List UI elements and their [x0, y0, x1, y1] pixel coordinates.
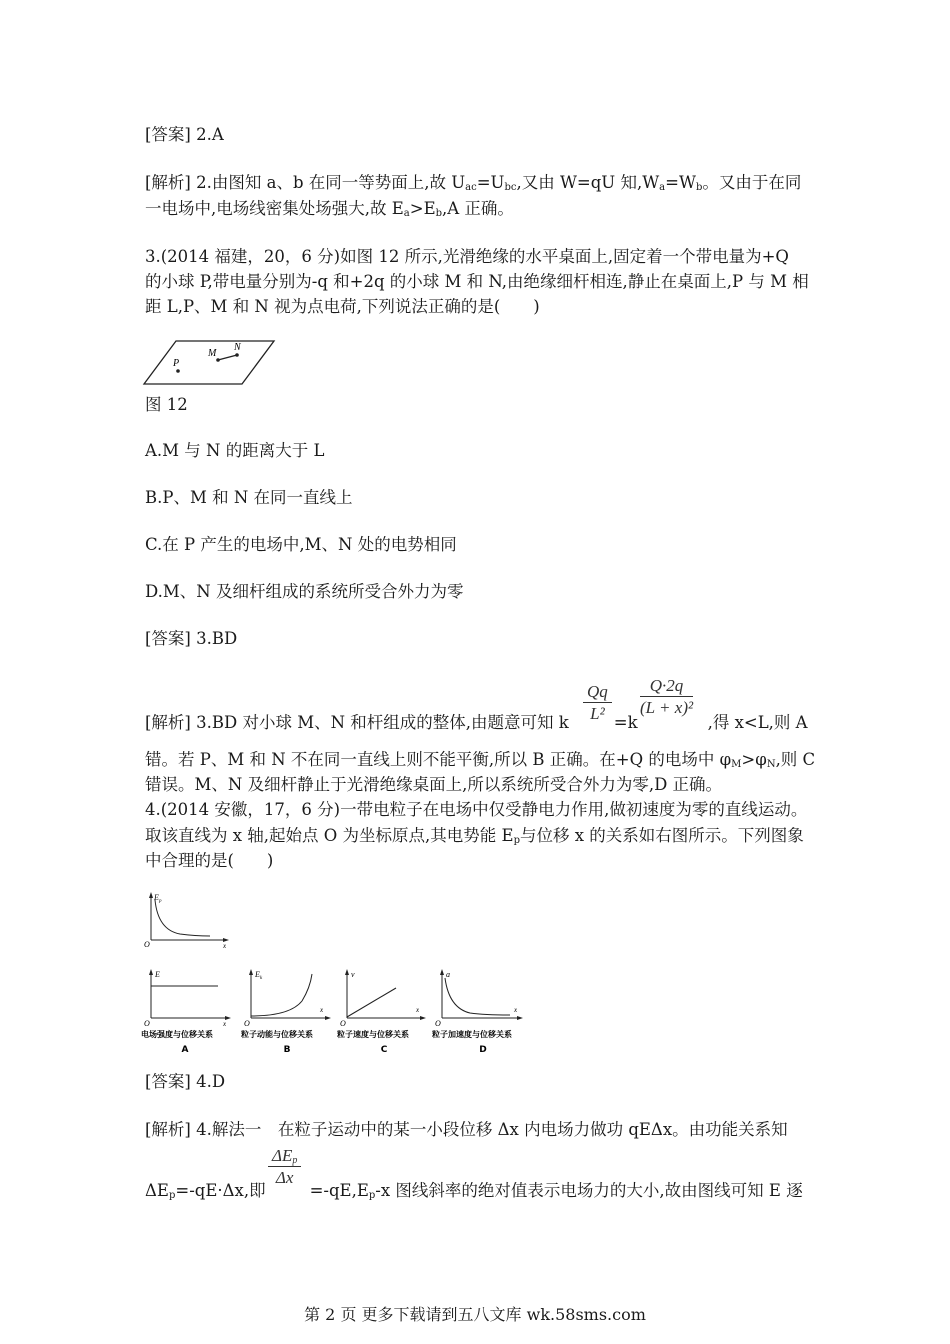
graph-b-caption: 粒子动能与位移关系	[241, 1030, 313, 1039]
graph-a-y-label: E	[155, 970, 160, 979]
svg-text:x: x	[320, 1006, 324, 1014]
fraction-1-numerator: Qq	[583, 682, 612, 703]
svg-text:O: O	[244, 1019, 250, 1028]
q3-option-a: A.M 与 N 的距离大于 L	[145, 441, 325, 460]
q4-answer: [答案] 4.D	[145, 1072, 226, 1091]
q4-fraction-numerator: $\Delta E_p$	[268, 1146, 301, 1167]
graph-c-caption: 粒子速度与位移关系	[337, 1030, 409, 1039]
charge-m-label: M	[208, 348, 217, 359]
graph-d	[432, 969, 523, 1055]
svg-text:O: O	[435, 1019, 441, 1028]
graph-d-letter: D	[479, 1045, 487, 1055]
q2-answer: [答案] 2.A	[145, 125, 224, 144]
graph-c-letter: C	[380, 1045, 388, 1055]
y-label-sub: p	[159, 899, 162, 904]
svg-text:k: k	[260, 976, 263, 981]
q3-stem-line1: 3.(2014 福建，20，6 分)如图 12 所示,光滑绝缘的水平桌面上,固定着一个带电量为+Q	[145, 247, 789, 266]
graph-b-y-label: E	[255, 970, 260, 979]
graph-a-caption: 电场强度与位移关系	[141, 1030, 213, 1039]
graph-c-line	[347, 988, 396, 1017]
q3-figure-caption: 图 12	[145, 395, 188, 414]
fraction-1-denominator: L²	[590, 704, 605, 723]
q4-analysis-line2: $\Delta E_p=-qE\cdot\Delta x$,即 $=-qE,E_p-x$ 图线斜率的绝对值表示电场力的大小,故由图线可知 E 逐	[145, 1181, 803, 1201]
q3-analysis-line2: 错。若 P、M 和 N 不在同一直线上则不能平衡,所以 B 正确。在+Q 的电场中 $\varphi_M>\varphi_N$,则 C	[145, 750, 816, 770]
graph-a	[141, 969, 231, 1055]
q4-stem-line2: 取该直线为 x 轴,起始点 O 为坐标原点,其电势能 $E_p$与位移 x 的关系如右图所示。下列图象	[145, 826, 804, 846]
svg-text:x: x	[416, 1006, 420, 1014]
svg-text:x: x	[514, 1006, 518, 1014]
charge-n-dot	[235, 353, 239, 357]
graph-c	[337, 969, 426, 1055]
ep-curve	[155, 900, 210, 936]
q3-analysis-line1: [解析] 3.BD 对小球 M、N 和杆组成的整体,由题意可知 k =k ,得 x<L,则 A	[145, 713, 808, 732]
q4-option-graphs	[140, 966, 535, 1060]
q3-stem-line2: 的小球 P,带电量分别为-q 和+2q 的小球 M 和 N,由绝缘细杆相连,静止在桌面上,P 与 M 相	[145, 272, 809, 291]
origin-label: O	[144, 940, 150, 949]
svg-text:x: x	[223, 1020, 227, 1028]
fraction-2-denominator: (L + x)²	[640, 698, 694, 717]
q3-answer: [答案] 3.BD	[145, 629, 238, 648]
q4-analysis-line1: [解析] 4.解法一 在粒子运动中的某一小段位移 Δx 内电场力做功 qEΔx。由功能关系知	[145, 1120, 788, 1139]
rod	[218, 355, 237, 360]
graph-d-y-label: a	[446, 970, 450, 979]
q3-analysis-line3: 错误。M、N 及细杆静止于光滑绝缘桌面上,所以系统所受合外力为零,D 正确。	[145, 775, 723, 794]
q2-analysis-line1: [解析] 2.由图知 a、b 在同一等势面上,故 $U_{ac}=U_{bc}$,又由 W=qU 知$,W_a=W_b$。又由于在同	[145, 173, 802, 193]
charge-m-dot	[216, 358, 220, 362]
q2-analysis-line2: 一电场中,电场线密集处场强大,故 $E_a>E_b,A$ 正确。	[145, 199, 514, 219]
charge-n-label: N	[234, 342, 241, 353]
q3-figure-table	[140, 338, 280, 388]
graph-b	[241, 969, 331, 1055]
graph-c-y-label: v	[351, 970, 355, 979]
page-footer: 第 2 页 更多下载请到五八文库 wk.58sms.com	[304, 1305, 646, 1324]
graph-b-letter: B	[283, 1045, 291, 1055]
q4-stem-line3: 中合理的是( )	[145, 851, 274, 870]
q3-option-b: B.P、M 和 N 在同一直线上	[145, 488, 353, 507]
charge-p-dot	[176, 369, 180, 373]
svg-text:O: O	[144, 1019, 150, 1028]
q4-stem-line1: 4.(2014 安徽，17，6 分)一带电粒子在电场中仅受静电力作用,做初速度为零的直线运动。	[145, 800, 808, 819]
y-label: E	[154, 893, 159, 902]
fraction-2-numerator: Q·2q	[640, 676, 693, 697]
q4-fraction-denominator: Δx	[275, 1168, 294, 1187]
q3-option-d: D.M、N 及细杆组成的系统所受合外力为零	[145, 582, 464, 601]
q3-option-c: C.在 P 产生的电场中,M、N 处的电势相同	[145, 535, 457, 554]
q4-main-graph	[140, 890, 235, 950]
graph-d-caption: 粒子加速度与位移关系	[432, 1030, 512, 1039]
x-label: x	[223, 942, 227, 950]
graph-d-curve	[445, 978, 510, 1015]
y-arrow	[149, 892, 153, 898]
q3-stem-line3: 距 L,P、M 和 N 视为点电荷,下列说法正确的是( )	[145, 297, 540, 316]
graph-a-letter: A	[181, 1045, 189, 1055]
charge-p-label: P	[173, 358, 180, 369]
svg-text:O: O	[340, 1019, 346, 1028]
